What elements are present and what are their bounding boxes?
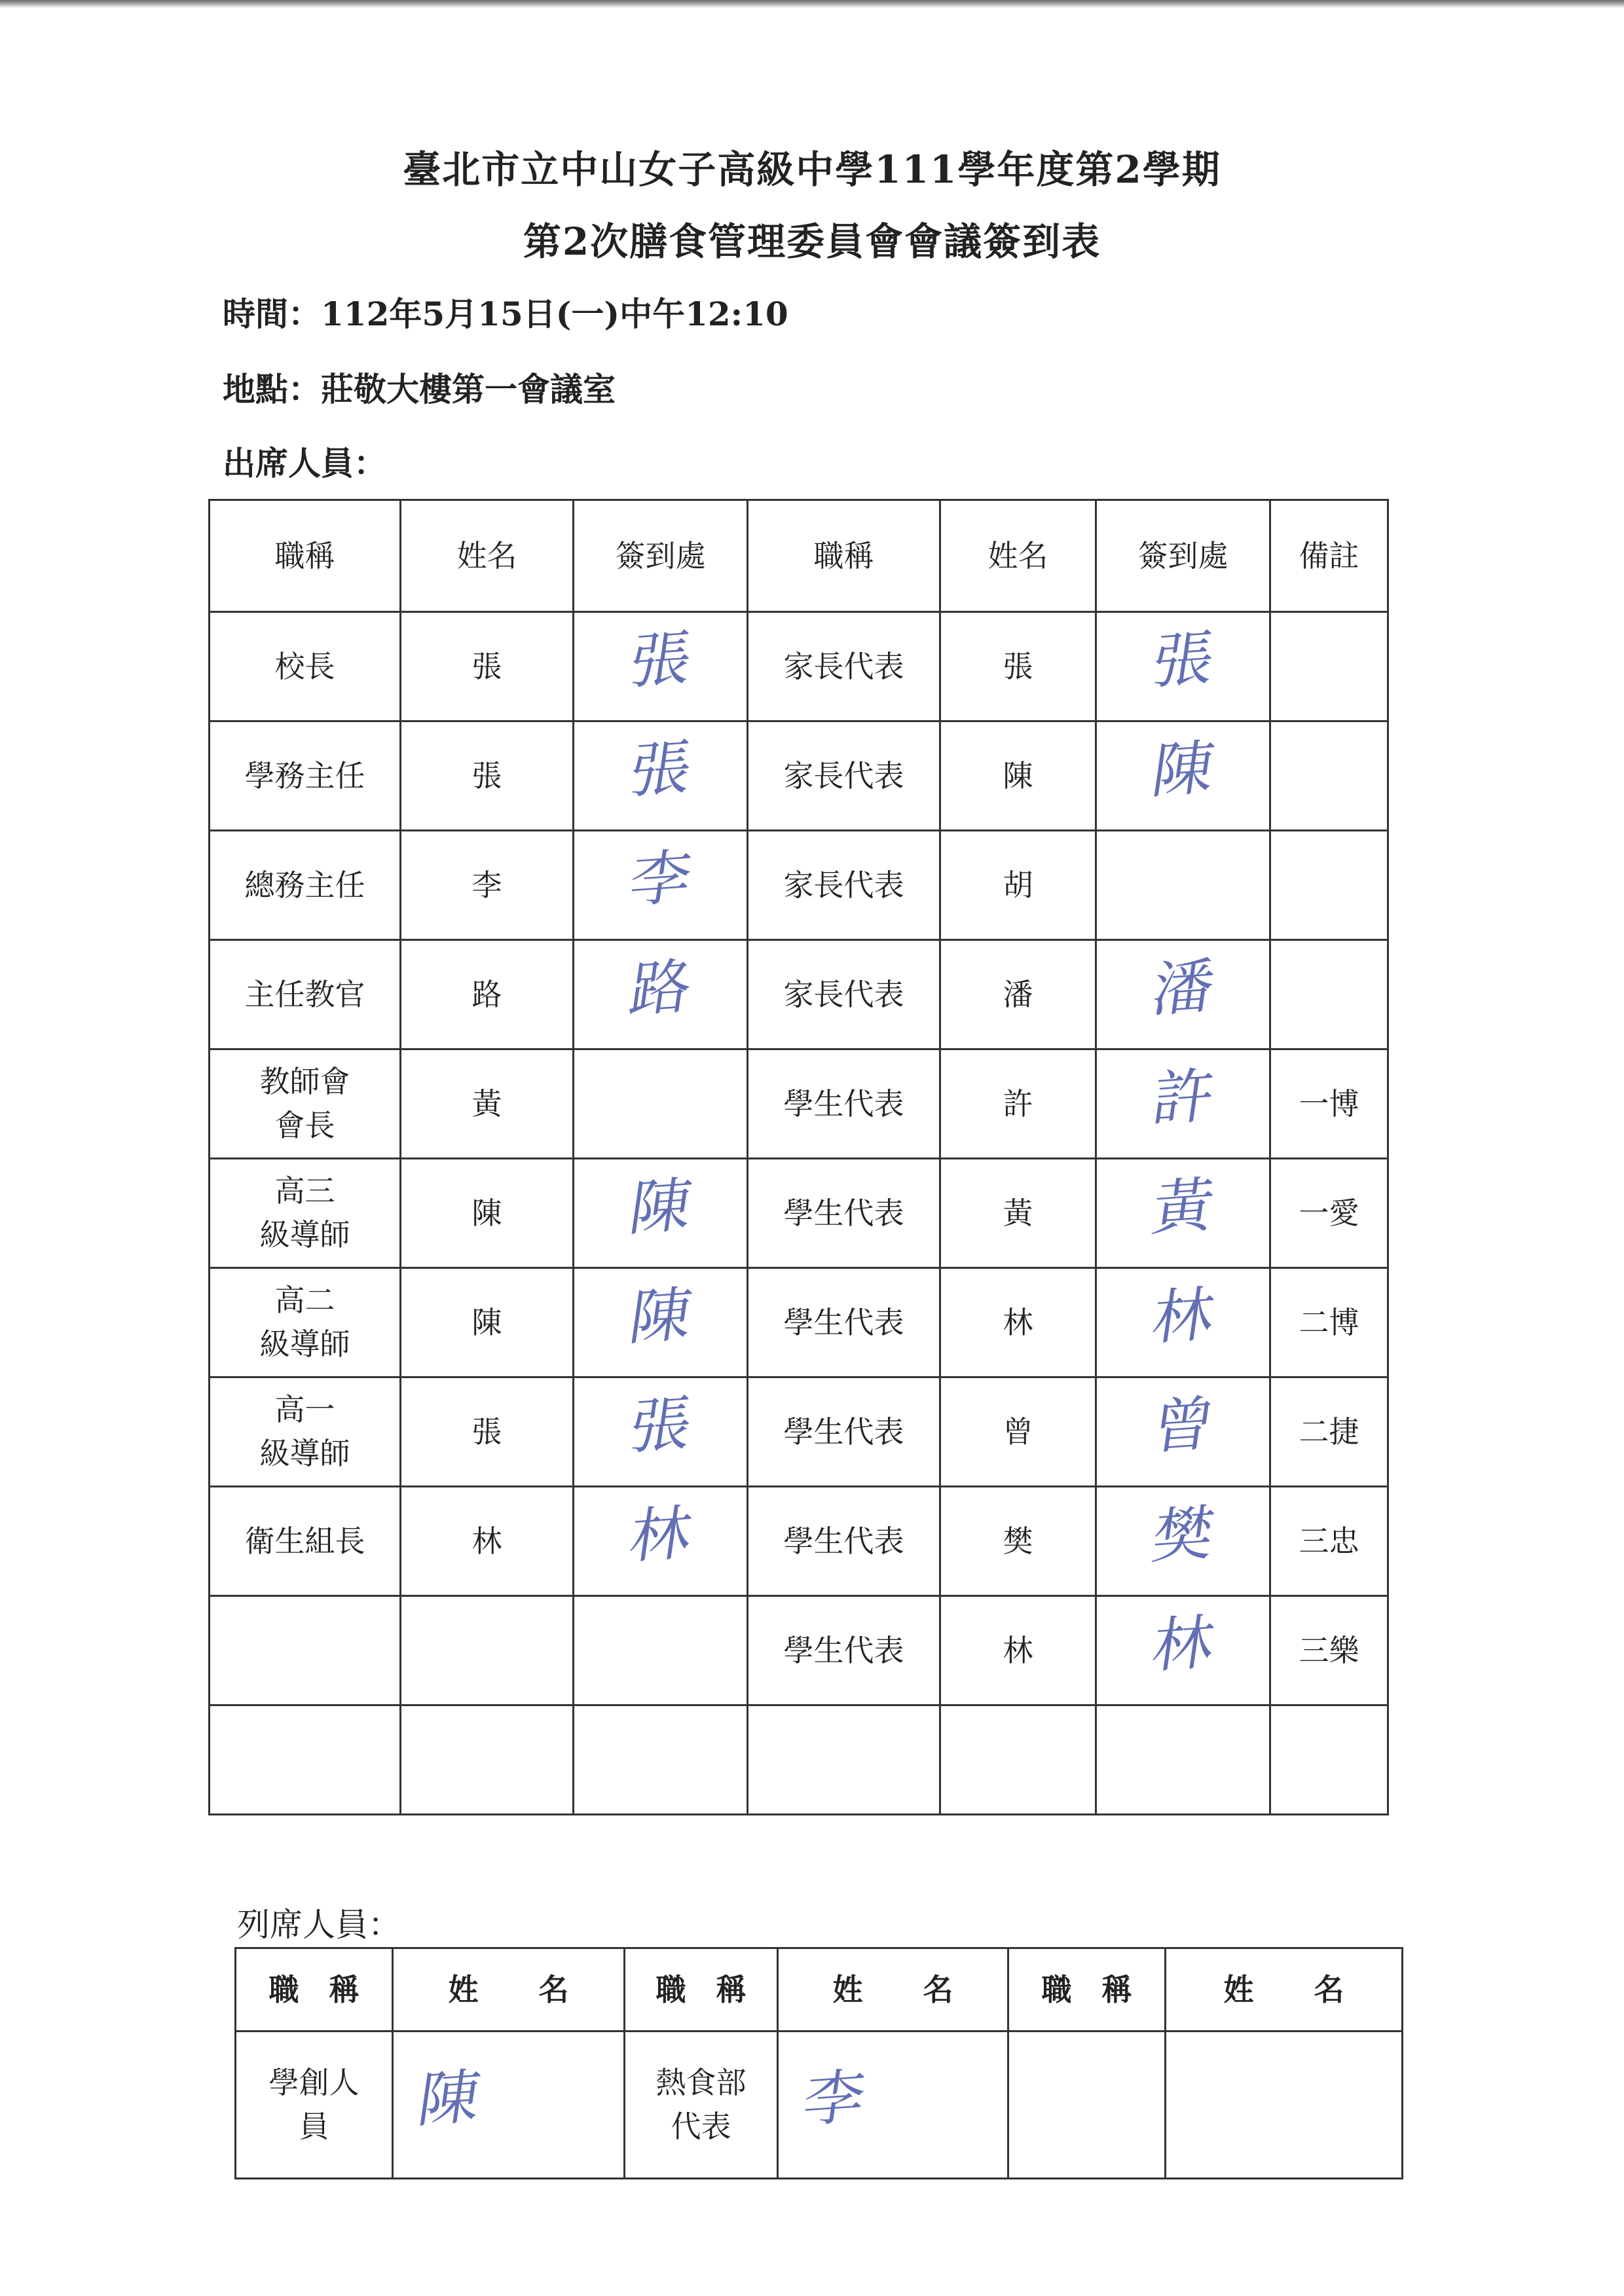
right-name: 林 [940, 1596, 1096, 1705]
right-name: 樊 [940, 1487, 1096, 1596]
header-name: 姓名 [401, 500, 574, 612]
right-title: 家長代表 [748, 721, 940, 831]
signature-mark: 潘 [1147, 951, 1219, 1026]
signature-mark: 陳 [625, 1170, 696, 1245]
place-label: 地點： [223, 370, 321, 409]
right-note [1270, 612, 1388, 721]
table-row [210, 721, 1388, 831]
signature-mark: 陳 [413, 2062, 485, 2136]
right-signature [1096, 721, 1270, 831]
table-row-empty [210, 1705, 1388, 1815]
right-signature [1096, 1596, 1270, 1705]
left-name: 林 [401, 1487, 574, 1596]
left-title: 衛生組長 [210, 1487, 401, 1596]
observer-title: 學創人 員 [236, 2032, 393, 2179]
left-title: 學務主任 [210, 721, 401, 831]
document-title: 臺北市立中山女子高級中學111學年度第2學期 [403, 147, 1221, 192]
signature-mark: 張 [625, 1389, 696, 1463]
signature-mark: 張 [625, 623, 696, 698]
signature-mark: 陳 [1147, 733, 1219, 807]
table-row [210, 1268, 1388, 1377]
attendance-header-row [210, 500, 1388, 612]
signature-mark: 張 [625, 733, 696, 807]
right-title: 學生代表 [748, 1596, 940, 1705]
empty-cell [940, 1705, 1096, 1815]
left-name [401, 1596, 574, 1705]
header-title: 職 稱 [1008, 1948, 1166, 2032]
right-note: 二博 [1270, 1268, 1388, 1377]
empty-cell [574, 1705, 748, 1815]
empty-cell [1270, 1705, 1388, 1815]
signature-mark: 李 [798, 2062, 870, 2136]
right-title: 學生代表 [748, 1377, 940, 1487]
time-value: 112年5月15日(一)中午12:10 [321, 295, 788, 333]
right-note: 三忠 [1270, 1487, 1388, 1596]
document-subtitle: 第2次膳食管理委員會會議簽到表 [523, 219, 1101, 264]
right-signature [1096, 940, 1270, 1049]
right-name: 曾 [940, 1377, 1096, 1487]
right-signature [1096, 1268, 1270, 1377]
left-title: 總務主任 [210, 831, 401, 940]
empty-cell [1008, 2032, 1166, 2179]
left-name: 張 [401, 612, 574, 721]
table-row [236, 2032, 1403, 2179]
attendees-label: 出席人員： [223, 444, 386, 483]
header-title: 職 稱 [625, 1948, 778, 2032]
left-signature [574, 1049, 748, 1159]
signature-mark: 陳 [625, 1279, 696, 1354]
left-title: 高二 級導師 [210, 1268, 401, 1377]
header-signature: 簽到處 [1096, 500, 1270, 612]
left-name: 陳 [401, 1268, 574, 1377]
table-row [210, 1159, 1388, 1268]
right-note [1270, 940, 1388, 1049]
left-title: 主任教官 [210, 940, 401, 1049]
signature-mark: 林 [625, 1498, 696, 1573]
left-name: 張 [401, 721, 574, 831]
header-name: 姓名 [940, 500, 1096, 612]
signature-mark: 黃 [1147, 1170, 1219, 1245]
empty-cell [401, 1705, 574, 1815]
right-title: 學生代表 [748, 1049, 940, 1159]
right-title: 家長代表 [748, 612, 940, 721]
right-name: 陳 [940, 721, 1096, 831]
left-signature [574, 831, 748, 940]
left-name: 路 [401, 940, 574, 1049]
table-row [210, 1487, 1388, 1596]
attendance-table [208, 499, 1389, 1815]
right-name: 張 [940, 612, 1096, 721]
empty-cell [1166, 2032, 1403, 2179]
observer-signature [393, 2032, 625, 2179]
right-title: 學生代表 [748, 1159, 940, 1268]
left-signature [574, 1596, 748, 1705]
right-signature [1096, 1049, 1270, 1159]
left-name: 陳 [401, 1159, 574, 1268]
header-name: 姓 名 [393, 1948, 625, 2032]
right-note: 一愛 [1270, 1159, 1388, 1268]
left-name: 李 [401, 831, 574, 940]
right-title: 學生代表 [748, 1268, 940, 1377]
table-row [210, 1377, 1388, 1487]
table-row [210, 940, 1388, 1049]
signature-mark: 路 [625, 951, 696, 1026]
left-name: 張 [401, 1377, 574, 1487]
header-title: 職稱 [210, 500, 401, 612]
header-name: 姓 名 [1166, 1948, 1403, 2032]
time-label: 時間： [223, 295, 321, 333]
left-title: 高三 級導師 [210, 1159, 401, 1268]
signature-mark: 林 [1147, 1607, 1219, 1682]
right-note: 一博 [1270, 1049, 1388, 1159]
empty-cell [1096, 1705, 1270, 1815]
left-signature [574, 1487, 748, 1596]
signature-mark: 曾 [1147, 1389, 1219, 1463]
signature-mark: 林 [1147, 1279, 1219, 1354]
signature-mark: 樊 [1147, 1498, 1219, 1573]
scan-edge [0, 0, 1624, 8]
table-row [210, 612, 1388, 721]
signature-mark: 李 [625, 842, 696, 917]
right-note [1270, 831, 1388, 940]
meeting-place [223, 363, 616, 410]
right-name: 林 [940, 1268, 1096, 1377]
left-title: 校長 [210, 612, 401, 721]
signature-mark: 張 [1147, 623, 1219, 698]
right-signature [1096, 1487, 1270, 1596]
right-signature [1096, 1377, 1270, 1487]
observers-table [234, 1947, 1403, 2179]
empty-cell [748, 1705, 940, 1815]
right-name: 黃 [940, 1159, 1096, 1268]
left-signature [574, 1268, 748, 1377]
left-signature [574, 721, 748, 831]
header-title: 職 稱 [236, 1948, 393, 2032]
right-title: 家長代表 [748, 831, 940, 940]
place-value: 莊敬大樓第一會議室 [321, 370, 616, 409]
right-title: 學生代表 [748, 1487, 940, 1596]
observers-header-row [236, 1948, 1403, 2032]
right-signature [1096, 1159, 1270, 1268]
signature-mark: 許 [1147, 1061, 1219, 1135]
left-signature [574, 612, 748, 721]
header-title: 職稱 [748, 500, 940, 612]
right-signature [1096, 612, 1270, 721]
left-title: 高一 級導師 [210, 1377, 401, 1487]
right-name: 胡 [940, 831, 1096, 940]
left-name: 黃 [401, 1049, 574, 1159]
table-row [210, 1596, 1388, 1705]
right-title: 家長代表 [748, 940, 940, 1049]
left-title: 教師會 會長 [210, 1049, 401, 1159]
header-signature: 簽到處 [574, 500, 748, 612]
left-signature [574, 1159, 748, 1268]
header-note: 備註 [1270, 500, 1388, 612]
observer-title: 熱食部 代表 [625, 2032, 778, 2179]
right-note: 三樂 [1270, 1596, 1388, 1705]
table-row [210, 831, 1388, 940]
meeting-time [223, 288, 788, 335]
left-signature [574, 940, 748, 1049]
observer-signature [778, 2032, 1008, 2179]
right-name: 許 [940, 1049, 1096, 1159]
right-note: 二捷 [1270, 1377, 1388, 1487]
table-row [210, 1049, 1388, 1159]
right-name: 潘 [940, 940, 1096, 1049]
left-signature [574, 1377, 748, 1487]
observers-label: 列席人員： [237, 1906, 401, 1944]
empty-cell [210, 1705, 401, 1815]
right-note [1270, 721, 1388, 831]
right-signature [1096, 831, 1270, 940]
left-title [210, 1596, 401, 1705]
header-name: 姓 名 [778, 1948, 1008, 2032]
